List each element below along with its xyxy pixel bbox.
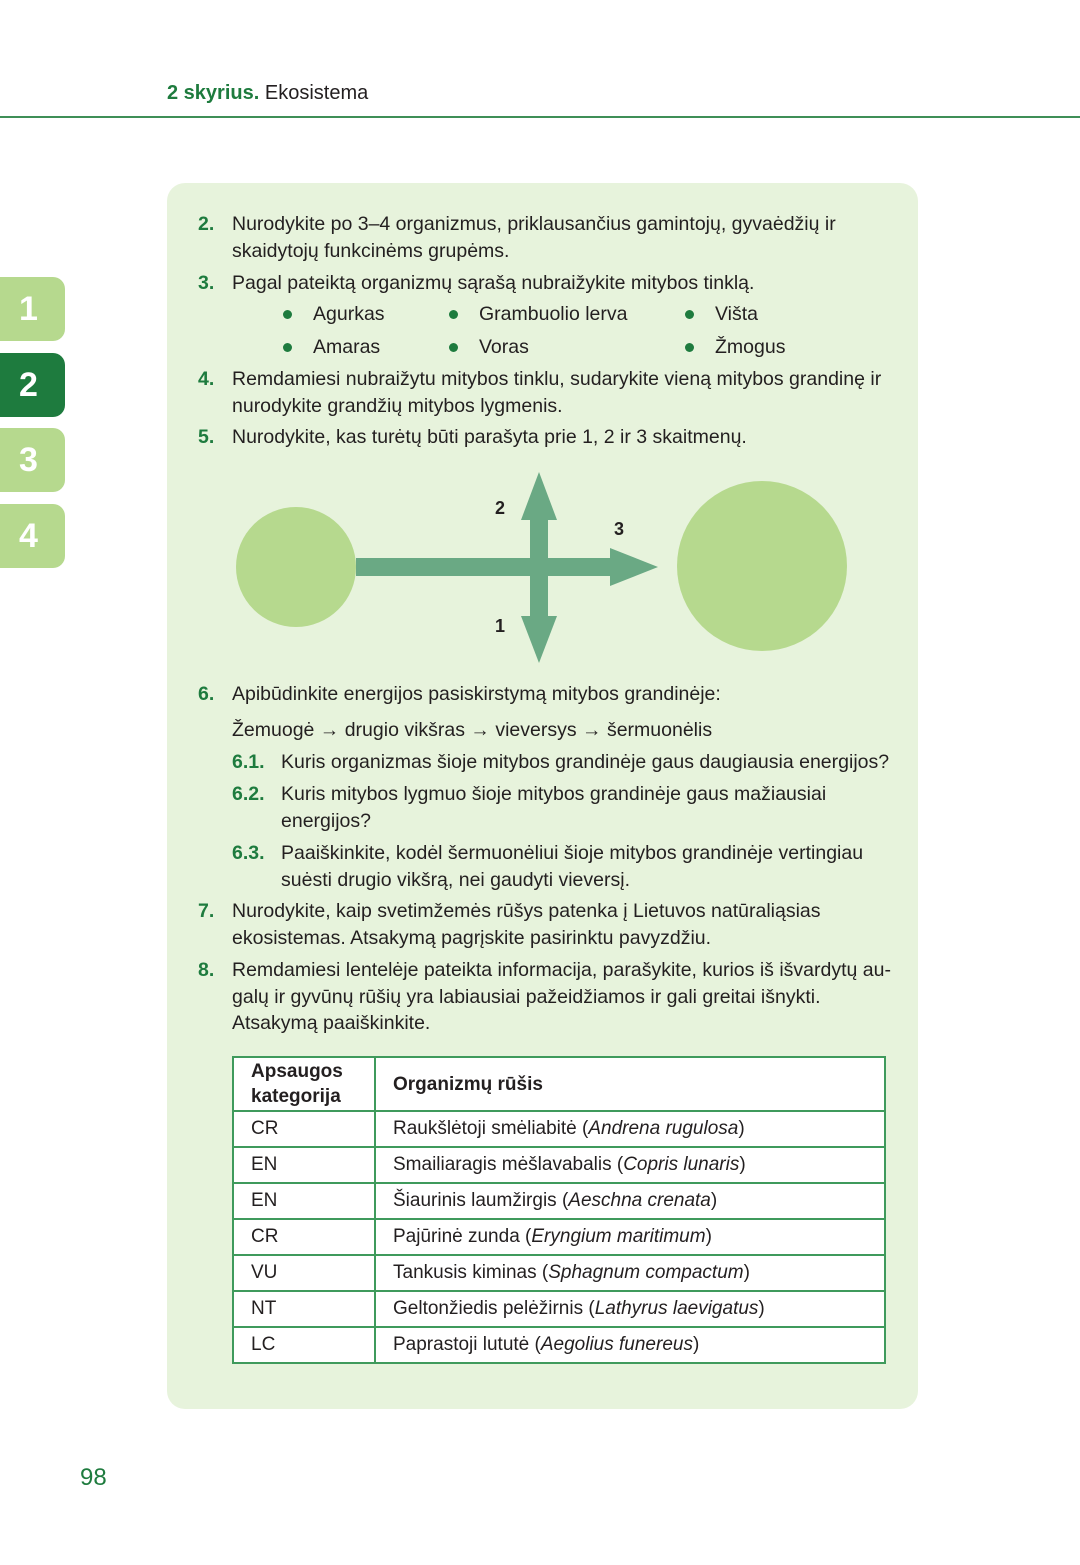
question-6-3	[232, 840, 892, 893]
chapter-number: 2 skyrius.	[167, 82, 260, 104]
question-8	[198, 957, 898, 1037]
question-number: 2.	[198, 213, 215, 235]
question-6-2	[232, 781, 852, 834]
question-text: Pagal pateiktą organizmų sąrašą nubraižykite mitybos tinklą.	[232, 272, 755, 294]
question-text: Paaiškinkite, kodėl šermuonėliui šioje mitybos grandinėje vertingiau suėsti drugio vikšrą, nei gaudyti vieversį.	[281, 842, 864, 891]
page-number: 98	[80, 1464, 107, 1491]
table-row: LC Paprastoji lututė (Aegolius funereus)	[233, 1327, 885, 1363]
question-6	[198, 681, 898, 708]
table-row: VU Tankusis kiminas (Sphagnum compactum)	[233, 1255, 885, 1291]
left-organism-circle	[236, 507, 356, 627]
table-row: EN Smailiaragis mėšlavabalis (Copris lunaris)	[233, 1147, 885, 1183]
right-organism-circle	[677, 481, 847, 651]
question-number: 6.2.	[232, 783, 265, 805]
conservation-table	[232, 1056, 886, 1364]
question-text: Remdamiesi lentelėje pateikta informacija, parašykite, kurios iš išvardytų augalų ir gyvūnų rūšių yra labiausiai pažeidžiamos ir gali greitai išnykti. Atsakymą paaiškinkite.	[232, 959, 891, 1034]
chapter-title: Ekosistema	[264, 82, 369, 104]
question-text: Kuris organizmas šioje mitybos grandinėje gaus daugiausia energijos?	[281, 751, 890, 773]
question-text: Nurodykite, kaip svetimžemės rūšys patenka į Lietuvos natūraliąsias ekosistemas. Atsakymą pagrįskite pasirinktu pavyzdžiu.	[232, 900, 821, 949]
table-row: CR Pajūrinė zunda (Eryngium maritimum)	[233, 1219, 885, 1255]
organism-list-item: Amaras	[283, 334, 380, 360]
arrow-head-2	[521, 472, 557, 520]
horizontal-arrow-shaft	[356, 558, 612, 576]
food-chain: Žemuogė → drugio vikšras → vieversys → šermuonėlis	[232, 719, 713, 741]
question-text: Nurodykite po 3–4 organizmus, priklausančius gamintojų, gyvaėdžių ir skaidytojų funkcinėms grupėms.	[232, 213, 836, 262]
question-number: 6.	[198, 683, 215, 705]
table-row: EN Šiaurinis laumžirgis (Aeschna crenata)	[233, 1183, 885, 1219]
chapter-tab-3[interactable]: 3	[0, 428, 65, 492]
question-6-1	[232, 749, 892, 776]
column-header-category: Apsaugos kategorija	[233, 1057, 375, 1111]
question-number: 6.3.	[232, 842, 265, 864]
energy-flow-diagram	[0, 0, 1080, 700]
question-number: 3.	[198, 272, 215, 294]
organism-list-item: Voras	[449, 334, 529, 360]
question-number: 6.1.	[232, 751, 265, 773]
table-row: CR Raukšlėtoji smėliabitė (Andrena rugulosa)	[233, 1111, 885, 1147]
question-7	[198, 898, 898, 951]
organism-list-item: Višta	[685, 301, 758, 327]
vertical-arrow-shaft	[530, 518, 548, 618]
question-text: Nurodykite, kas turėtų būti parašyta prie 1, 2 ir 3 skaitmenų.	[232, 426, 747, 448]
question-number: 5.	[198, 426, 215, 448]
organism-list-item: Žmogus	[685, 334, 785, 360]
question-text: Kuris mitybos lygmuo šioje mitybos grandinėje gaus mažiausiai energijos?	[281, 783, 827, 832]
organism-list-item: Grambuolio lerva	[449, 301, 627, 327]
question-number: 7.	[198, 900, 215, 922]
question-number: 8.	[198, 959, 215, 981]
question-number: 4.	[198, 368, 215, 390]
chapter-tab-4[interactable]: 4	[0, 504, 65, 568]
diagram-label-1: 1	[495, 616, 506, 636]
arrow-head-3	[610, 548, 658, 586]
organism-list-item: Agurkas	[283, 301, 385, 327]
diagram-label-3: 3	[614, 519, 625, 539]
chapter-tab-1[interactable]: 1	[0, 277, 65, 341]
chapter-tab-2[interactable]: 2	[0, 353, 65, 417]
question-text: Apibūdinkite energijos pasiskirstymą mitybos grandinėje:	[232, 683, 721, 705]
table-row: NT Geltonžiedis pelėžirnis (Lathyrus laevigatus)	[233, 1291, 885, 1327]
table-header-row	[233, 1057, 885, 1111]
column-header-species: Organizmų rūšis	[375, 1057, 885, 1111]
arrow-head-1	[521, 616, 557, 663]
diagram-label-2: 2	[495, 498, 506, 518]
question-text: Remdamiesi nubraižytu mitybos tinklu, sudarykite vieną mitybos grandinę ir nurodykite grandžių mitybos lygmenis.	[232, 368, 882, 417]
